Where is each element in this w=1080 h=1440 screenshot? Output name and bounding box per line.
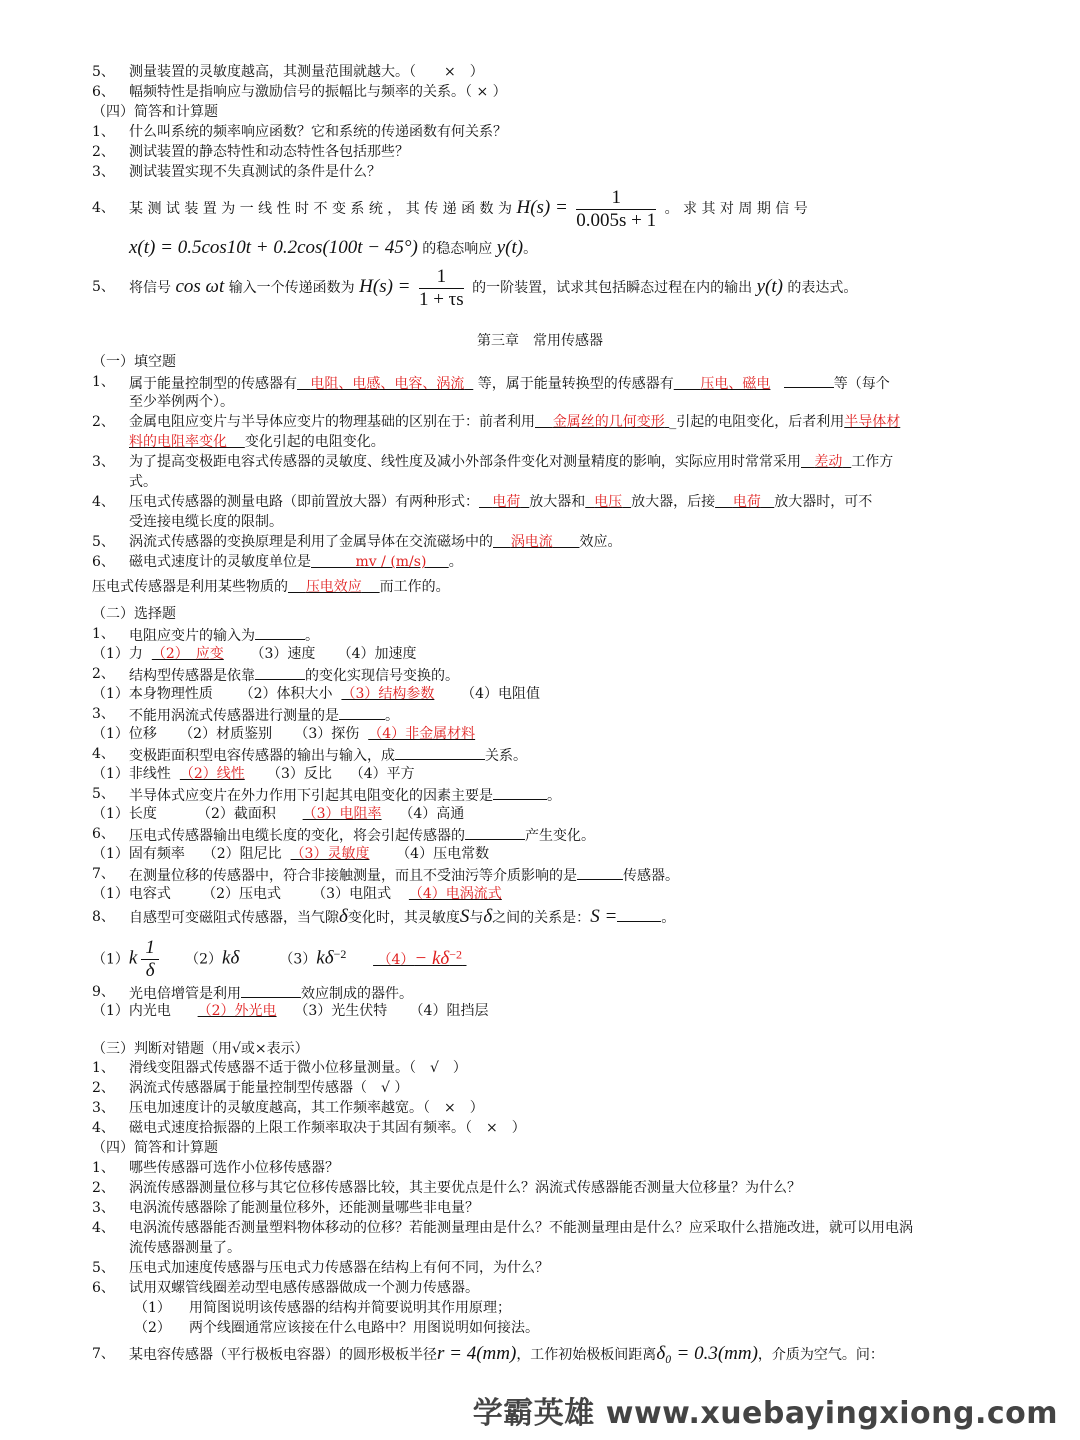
judge-item-3: 3、 压电加速度计的灵敏度越高，其工作频率越宽。（ × ）	[92, 1100, 484, 1116]
qa-item-6: 6、 试用双螺管线圈差动型电感传感器做成一个测力传感器。	[92, 1280, 479, 1296]
choice-options-3: （1）位移 （2）材质鉴别 （3）探伤 （4）非金属材料	[92, 726, 476, 742]
section-heading: （三）判断对错题（用√或×表示）	[92, 1041, 309, 1057]
answer: 压电效应	[305, 579, 362, 595]
answer: mv / (m/s)	[355, 554, 427, 570]
choice-item-2: 2、 结构型传感器是依靠 的变化实现信号变换的。	[92, 666, 459, 684]
qa-item-6-sub-2: （2） 两个线圈通常应该接在什么电路中？用图说明如何接法。	[134, 1320, 539, 1336]
choice-options-4: （1）非线性 （2）线性 （3）反比 （4）平方	[92, 766, 415, 782]
choice-options-5: （1）长度 （2）截面积 （3）电阻率 （4）高通	[92, 806, 465, 822]
fill-item-4: 4、 压电式传感器的测量电路（即前置放大器）有两种形式： 电荷 放大器和 电压 放大器，后接 电荷 放大器时，可不	[92, 494, 873, 510]
question-3: 3、 测试装置实现不失真测试的条件是什么？	[92, 164, 381, 180]
qa-item-6-sub-1: （1） 用简图说明该传感器的结构并简要说明其作用原理；	[134, 1300, 511, 1316]
judge-item-5: 5、 测量装置的灵敏度越高，其测量范围就越大。（ × ）	[92, 64, 484, 80]
first-order-fraction: $\frac{1}{1 + \tau s}$	[418, 265, 464, 310]
answer: 电荷	[492, 494, 521, 510]
fill-item-6: 6、 磁电式速度计的灵敏度单位是 mv / (m/s) 。	[92, 554, 463, 570]
section-heading: （二）选择题	[92, 606, 176, 622]
answer: 压电、磁电	[700, 376, 771, 392]
answer: （2）线性	[179, 766, 245, 782]
qa-item-5: 5、 压电式加速度传感器与压电式力传感器在结构上有何不同，为什么？	[92, 1260, 549, 1276]
choice-item-3: 3、 不能用涡流式传感器进行测量的是 。	[92, 706, 399, 724]
fill-item-1-cont: 至少举例两个）。	[129, 394, 234, 410]
choice-item-6: 6、 压电式传感器输出电缆长度的变化，将会引起传感器的 产生变化。	[92, 826, 595, 844]
answer: $(4)- k\delta^{-2}$	[377, 947, 463, 969]
answer: （4）电涡流式	[408, 886, 502, 902]
choice-options-8: （1）k $\frac{1}{\delta}$ （2）kδ $(3)k\delta^{-2}$ $(4)- k\delta^{-2}$	[92, 930, 988, 978]
answer: 半导体材	[844, 414, 901, 430]
section-heading: （一）填空题	[92, 354, 176, 370]
judge-item-2: 2、 涡流式传感器属于能量控制型传感器（ √ ）	[92, 1080, 409, 1096]
choice-item-9: 9、 光电倍增管是利用 效应制成的器件。	[92, 984, 413, 1002]
choice-options-2: （1）本身物理性质 （2）体积大小 （3）结构参数 （4）电阻值	[92, 686, 540, 702]
question-1: 1、 什么叫系统的频率响应函数？它和系统的传递函数有何关系？	[92, 124, 507, 140]
choice-item-8: 8、 自感型可变磁阻式传感器，当气隙δ变化时，其灵敏度S与δ之间的关系是：S = 。	[92, 906, 676, 927]
question-4: 4、 某 测 试 装 置 为 一 线 性 时 不 变 系 统 ， 其 传 递 函 数 为 H(s) = $\frac{1}{0.005s + 1}$ 。 求 其 对 周 期 信 号	[92, 186, 808, 231]
answer: （2） 应变	[151, 646, 224, 662]
answer: （3）灵敏度	[290, 846, 370, 862]
one-over-delta: $\frac{1}{\delta}$	[141, 937, 159, 982]
section-heading: （四）简答和计算题	[92, 104, 218, 120]
choice-options-9: （1）内光电 （2）外光电 （3）光生伏特 （4）阻挡层	[92, 1003, 489, 1019]
choice-options-1: （1）力 （2） 应变 （3）速度 （4）加速度	[92, 646, 417, 662]
answer: 电阻、电感、电容、涡流	[310, 376, 465, 392]
answer: 电荷	[732, 494, 761, 510]
answer: 电压	[594, 494, 623, 510]
answer: 差动	[814, 454, 843, 470]
fill-item-3-cont: 式。	[129, 474, 157, 490]
qa-item-3: 3、 电涡流传感器除了能测量位移外，还能测量哪些非电量？	[92, 1200, 479, 1216]
qa-item-2: 2、 涡流传感器测量位移与其它位移传感器比较，其主要优点是什么？涡流式传感器能否测量大位移量？为什么？	[92, 1180, 801, 1196]
fill-item-1: 1、 属于能量控制型的传感器有 电阻、电感、电容、涡流 等，属于能量转换型的传感器有 压电、磁电 等（每个	[92, 374, 890, 392]
fill-item-4-cont: 受连接电缆长度的限制。	[129, 514, 283, 530]
fill-item-7: 压电式传感器是利用某些物质的 压电效应 而工作的。	[92, 579, 450, 595]
section-heading: （四）简答和计算题	[92, 1140, 218, 1156]
fill-item-2-cont: 料的电阻率变化 变化引起的电阻变化。	[129, 434, 385, 450]
choice-item-7: 7、 在测量位移的传感器中，符合非接触测量，而且不受油污等介质影响的是 传感器。	[92, 866, 679, 884]
question-5: 5、 将信号 cos ωt 输入一个传递函数为 H(s) = $\frac{1}{1 + \tau s}$ 的一阶装置，试求其包括瞬态过程在内的输出 y(t) 的表达式。	[92, 265, 858, 310]
qa-item-4-cont: 流传感器测量了。	[129, 1240, 241, 1256]
judge-item-6: 6、 幅频特性是指响应与激励信号的振幅比与频率的关系。（ × ）	[92, 84, 507, 100]
choice-item-1: 1、 电阻应变片的输入为 。	[92, 626, 319, 644]
answer: 涡电流	[510, 534, 553, 550]
answer: （2）外光电	[197, 1003, 277, 1019]
judge-item-4: 4、 磁电式速度拾振器的上限工作频率取决于其固有频率。（ × ）	[92, 1120, 526, 1136]
answer: （4）非金属材料	[368, 726, 476, 742]
fill-item-2: 2、 金属电阻应变片与半导体应变片的物理基础的区别在于：前者利用 金属丝的几何变形 _引起的电阻变化，后者利用半导体材	[92, 414, 901, 430]
fill-item-5: 5、 涡流式传感器的变换原理是利用了金属导体在交流磁场中的 涡电流 效应。	[92, 534, 622, 550]
answer: （3）电阻率	[302, 806, 382, 822]
answer: （3）结构参数	[341, 686, 435, 702]
answer: 金属丝的几何变形	[552, 414, 665, 430]
answer: 料的电阻率变化	[129, 434, 227, 450]
judge-item-1: 1、 滑线变阻器式传感器不适于微小位移量测量。（ √ ）	[92, 1060, 467, 1076]
question-4-signal: x(t) = 0.5cos10t + 0.2cos(100t − 45°) 的稳态响应 y(t)。	[129, 237, 538, 258]
qa-item-4: 4、 电涡流传感器能否测量塑料物体移动的位移？若能测量理由是什么？不能测量理由是什么？应采取什么措施改进，就可以用电涡	[92, 1220, 913, 1236]
choice-options-6: （1）固有频率 （2）阻尼比 （3）灵敏度 （4）压电常数	[92, 846, 490, 862]
choice-options-7: （1）电容式 （2）压电式 （3）电阻式 （4）电涡流式	[92, 886, 502, 902]
qa-item-1: 1、 哪些传感器可选作小位移传感器？	[92, 1160, 339, 1176]
fill-item-3: 3、 为了提高变极距电容式传感器的灵敏度、线性度及减小外部条件变化对测量精度的影响，实际应用时常常采用 差动 工作方	[92, 454, 894, 470]
transfer-function-fraction: $\frac{1}{0.005s + 1}$	[576, 186, 657, 231]
qa-item-7: 7、 某电容传感器（平行极板电容器）的圆形极板半径r = 4(mm)，工作初始极板间距离δ₀ = 0.3(mm)，介质为空气。问：	[92, 1343, 884, 1364]
choice-item-4: 4、 变极距面积型电容传感器的输出与输入，成 关系。	[92, 746, 527, 764]
chapter-title: 第三章 常用传感器	[477, 333, 603, 349]
question-2: 2、 测试装置的静态特性和动态特性各包括那些？	[92, 144, 409, 160]
watermark: 学霸英雄 www.xuebayingxiong.com	[472, 1396, 1058, 1431]
choice-item-5: 5、 半导体式应变片在外力作用下引起其电阻变化的因素主要是 。	[92, 786, 561, 804]
